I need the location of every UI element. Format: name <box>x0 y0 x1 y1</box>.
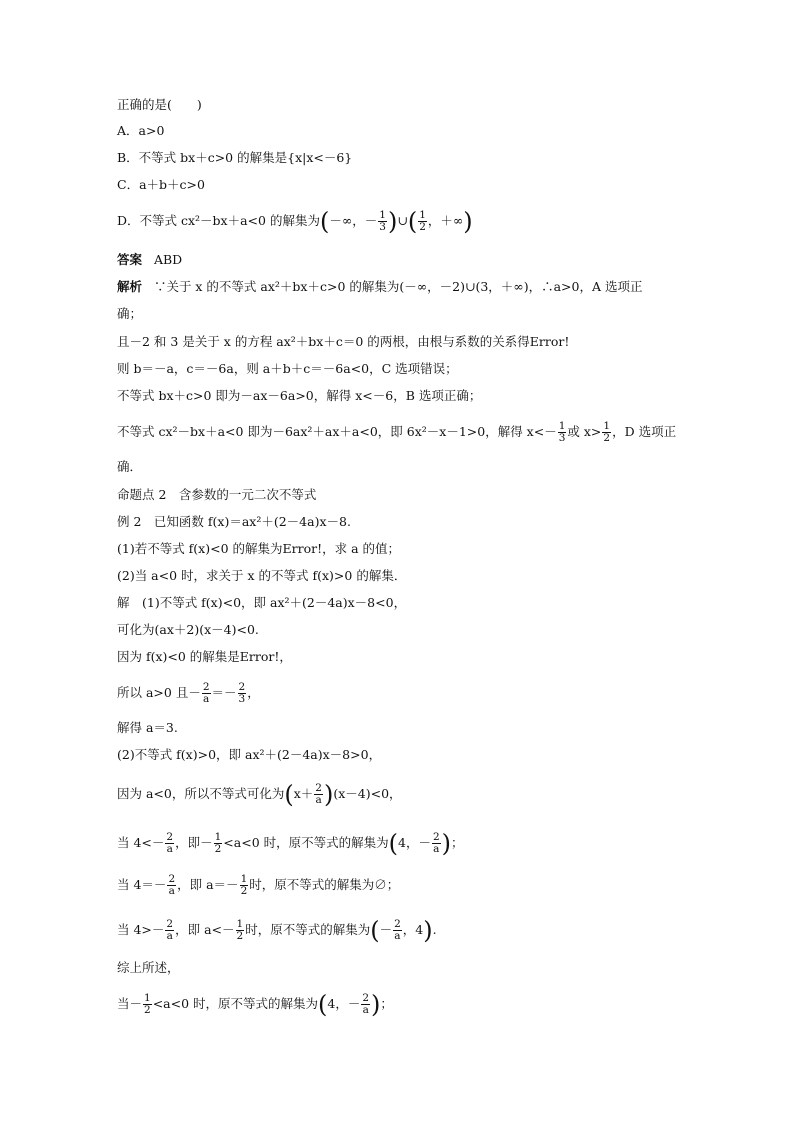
case-line-3: 当 4>－ $\frac{2}{a}$ ，即 a<－ $\frac{1}{2}$ 时，原不等式的解集为(－ $\frac{2}{a}$ ，4). <box>117 916 437 945</box>
example-question-1: (1)若不等式 f(x)<0 的解集为Error!，求 a 的值； <box>117 541 401 556</box>
paren: ( <box>319 207 330 236</box>
solution-line-2: 可化为(ax＋2)(x－4)<0. <box>117 622 259 637</box>
paren: ( <box>370 916 380 945</box>
paren: ) <box>441 829 452 858</box>
solution-line-6: (2)不等式 f(x)>0，即 ax²＋(2－4a)x－8>0， <box>117 747 382 762</box>
option-d-text: D．不等式 cx²－bx＋a<0 的解集为 <box>117 213 320 228</box>
fraction: $\frac{2}{a}$ <box>166 831 174 855</box>
answer-line <box>117 252 182 268</box>
answer-label: 答案 <box>117 252 143 267</box>
fraction: $\frac{2}{a}$ <box>202 681 210 705</box>
section-title: 命题点 2 含参数的一元二次不等式 <box>117 487 317 502</box>
union-symbol: ∪ <box>397 213 408 228</box>
fraction: $\frac{2}{a}$ <box>362 992 370 1016</box>
analysis-line-2: 且－2 和 3 是关于 x 的方程 ax²＋bx＋c＝0 的两根，由根与系数的关系得Error! <box>117 334 570 349</box>
case-line-2: 当 4＝－ $\frac{2}{a}$ ，即 a＝－ $\frac{1}{2}$ 时，原不等式的解集为∅； <box>117 873 400 897</box>
fraction: $\frac{2}{a}$ <box>168 873 176 897</box>
fraction: $\frac{1}{2}$ <box>214 831 222 855</box>
solution-line-5: 解得 a＝3. <box>117 720 178 735</box>
solution-line-3: 因为 f(x)<0 的解集是Error!， <box>117 649 292 664</box>
paren: ) <box>387 207 398 236</box>
option-d-interval: －∞，－ <box>329 213 378 228</box>
paren: ( <box>318 990 328 1019</box>
option-c: C．a＋b＋c>0 <box>117 177 205 192</box>
paren: ) <box>323 780 334 809</box>
fraction: $\frac{1}{3}$ <box>379 209 386 233</box>
fraction: $\frac{2}{3}$ <box>238 681 246 705</box>
option-d-interval: ，＋∞ <box>427 213 464 228</box>
fraction: $\frac{2}{a}$ <box>432 831 440 855</box>
paren: ( <box>284 780 294 809</box>
question-stem: 正确的是( ) <box>117 97 202 112</box>
paren: ( <box>407 207 418 236</box>
solution-line-7: 因为 a<0，所以不等式可化为(x＋ $\frac{2}{a}$ )(x－4)<0， <box>117 780 402 809</box>
analysis-line-5: 不等式 cx²－bx＋a<0 即为－6ax²＋ax＋a<0，即 6x²－x－1>0，解得 x<－ $\frac{1}{3}$ 或 x> $\frac{1}{2}$ ，D 选项正 <box>117 420 677 444</box>
analysis-line-3: 则 b＝－a，c＝－6a，则 a＋b＋c＝－6a<0，C 选项错误； <box>117 361 458 376</box>
analysis-label: 解析 <box>117 279 143 294</box>
paren: ) <box>371 990 381 1019</box>
answer-value: ABD <box>153 252 183 267</box>
fraction: $\frac{1}{3}$ <box>558 420 566 444</box>
analysis-line-1: 解析 ∵关于 x 的不等式 ax²＋bx＋c>0 的解集为(－∞，－2)∪(3，＋∞)，∴a>0，A 选项正 <box>117 279 643 294</box>
solution-line-4: 所以 a>0 且－ $\frac{2}{a}$ ＝－ $\frac{2}{3}$ ， <box>117 681 260 705</box>
option-d <box>117 207 473 236</box>
fraction: $\frac{1}{2}$ <box>603 420 611 444</box>
example-statement: 例 2 已知函数 f(x)＝ax²＋(2－4a)x－8. <box>117 514 351 529</box>
option-b: B．不等式 bx＋c>0 的解集是{x|x<－6} <box>117 150 353 165</box>
fraction: $\frac{1}{2}$ <box>236 918 244 942</box>
final-line: 当－ $\frac{1}{2}$ <a<0 时，原不等式的解集为(4，－ $\frac{2}{a}$ )； <box>117 990 393 1019</box>
paren: ) <box>463 207 473 236</box>
paren: ( <box>388 829 398 858</box>
fraction: $\frac{1}{2}$ <box>240 873 248 897</box>
option-a: A．a>0 <box>117 123 165 138</box>
summary-line: 综上所述， <box>117 960 180 975</box>
example-question-2: (2)当 a<0 时，求关于 x 的不等式 f(x)>0 的解集． <box>117 568 407 583</box>
paren: ) <box>423 916 433 945</box>
fraction: $\frac{1}{2}$ <box>419 209 426 233</box>
fraction: $\frac{2}{a}$ <box>315 782 322 806</box>
fraction: $\frac{2}{a}$ <box>166 918 174 942</box>
fraction: $\frac{1}{2}$ <box>144 992 151 1016</box>
analysis-line-5b: 确． <box>117 459 143 474</box>
fraction: $\frac{2}{a}$ <box>394 918 401 942</box>
analysis-line-1b: 确； <box>117 306 143 321</box>
analysis-line-4: 不等式 bx＋c>0 即为－ax－6a>0，解得 x<－6，B 选项正确； <box>117 388 482 403</box>
case-line-1: 当 4<－ $\frac{2}{a}$ ，即－ $\frac{1}{2}$ <a<0 时，原不等式的解集为(4，－ $\frac{2}{a}$ )； <box>117 829 464 858</box>
solution-line-1: 解 (1)不等式 f(x)<0，即 ax²＋(2－4a)x－8<0， <box>117 595 407 610</box>
